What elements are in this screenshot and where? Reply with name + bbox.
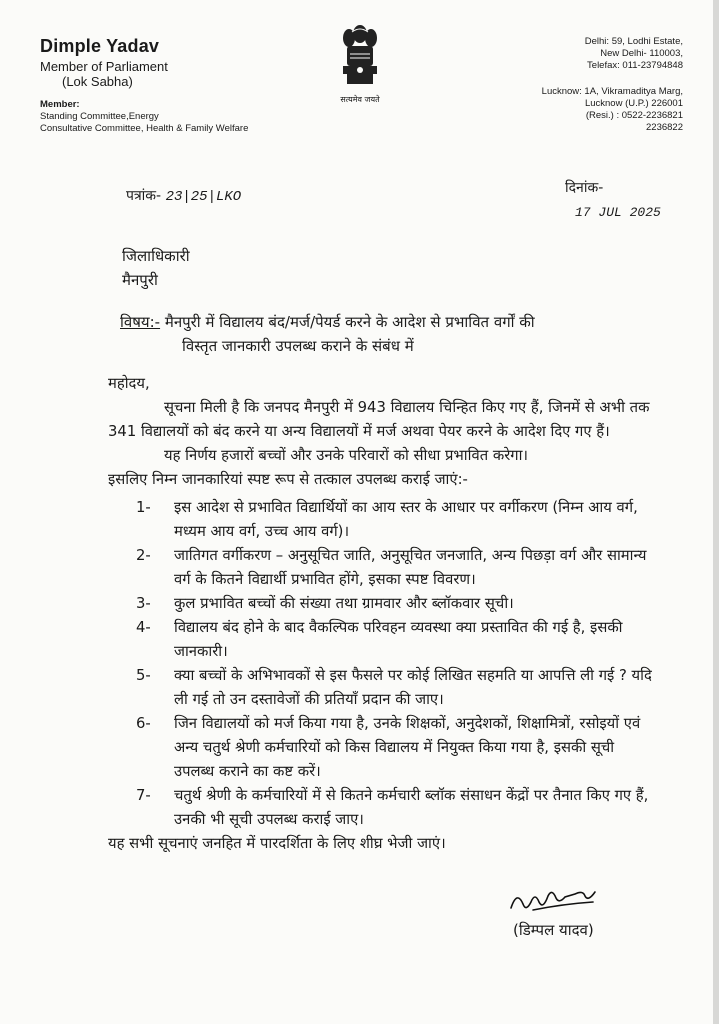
handwritten-signature — [507, 886, 627, 920]
mp-house: (Lok Sabha) — [62, 74, 133, 89]
delhi-address-1: Delhi: 59, Lodhi Estate, — [584, 36, 683, 47]
state-emblem — [328, 20, 392, 105]
list-item: 6- जिन विद्यालयों को मर्ज किया गया है, उनके शिक्षकों, अनुदेशकों, शिक्षामित्रों, रसोइयों एवं अन्य चतुर्थ श्रेणी कर्मचारियों को किस विद्यालय में नियुक्त किया गया है, इसकी सूची उपलब्ध कराने का कष्ट करें। — [136, 715, 641, 780]
reference-label: पत्रांक- — [126, 188, 162, 204]
subject-line-1: मैनपुरी में विद्यालय बंद/मर्ज/पेयर्ड करने के आदेश से प्रभावित वर्गों की — [164, 313, 535, 331]
committee-block — [40, 99, 248, 135]
page-edge — [713, 0, 719, 1024]
paragraph-3: इसलिए निम्न जानकारियां स्पष्ट रूप से तत्काल उपलब्ध कराई जाएं:- — [108, 471, 468, 488]
lucknow-phone-2: 2236822 — [646, 122, 683, 133]
list-item: 2- जातिगत वर्गीकरण – अनुसूचित जाति, अनुसूचित जनजाति, अन्य पिछड़ा वर्ग और सामान्य वर्ग के कितने विद्यार्थी प्रभावित होंगे, इसका स्पष्ट विवरण। — [136, 547, 647, 588]
paragraph-2: यह निर्णय हजारों बच्चों और उनके परिवारों को सीधा प्रभावित करेगा। — [164, 447, 529, 464]
subject-label: विषय:- — [120, 313, 161, 331]
closing-line: यह सभी सूचनाएं जनहित में पारदर्शिता के लिए शीघ्र भेजी जाएं। — [108, 835, 446, 852]
list-item: 5- क्या बच्चों के अभिभावकों से इस फैसले पर कोई लिखित सहमति या आपत्ति ली गई ? यदि ली गई तो उन दस्तावेजों की प्रतियाँ प्रदान की जाए। — [136, 667, 652, 708]
list-item: 4- विद्यालय बंद होने के बाद वैकल्पिक परिवहन व्यवस्था क्या प्रस्तावित की गई है, इसकी जानकारी। — [136, 619, 623, 660]
paragraph-1: सूचना मिली है कि जनपद मैनपुरी में 943 विद्यालय चिन्हित किए गए हैं, जिनमें से अभी तक 341 विद्यालयों को बंद करने या अन्य विद्यालयों में मर्ज अथवा पेयर करने के आदेश दिए गए हैं। — [108, 399, 650, 440]
committee-line-2: Consultative Committee, Health & Family Welfare — [40, 123, 249, 134]
reference-value: 23|25|LKO — [165, 189, 242, 205]
letterhead-addresses — [493, 36, 683, 134]
ashoka-emblem-icon — [338, 20, 382, 92]
lucknow-phone-1: (Resi.) : 0522-2236821 — [585, 110, 683, 121]
list-item: 7- चतुर्थ श्रेणी के कर्मचारियों में से कितने कर्मचारी ब्लॉक संसाधन केंद्रों पर तैनात किए गए हैं, उनकी भी सूची उपलब्ध कराई जाए। — [136, 787, 649, 828]
letterhead-left — [40, 36, 168, 89]
committee-line-1: Standing Committee,Energy — [40, 111, 159, 122]
letter-body — [108, 372, 654, 856]
reference-number — [126, 186, 241, 205]
date-label: दिनांक- — [565, 180, 604, 196]
recipient-district: मैनपुरी — [122, 271, 158, 289]
delhi-address-2: New Delhi- 110003, — [600, 48, 683, 59]
member-label: Member: — [40, 99, 80, 110]
signatory-name: (डिम्पल यादव) — [513, 921, 594, 939]
mp-role: Member of Parliament — [40, 59, 168, 74]
delhi-telefax: Telefax: 011-23794848 — [587, 60, 683, 71]
recipient-designation: जिलाधिकारी — [122, 247, 190, 265]
date-stamp: 17 JUL 2025 — [575, 205, 661, 220]
lucknow-address-1: Lucknow: 1A, Vikramaditya Marg, — [541, 86, 683, 97]
list-item: 3- कुल प्रभावित बच्चों की संख्या तथा ग्रामवार और ब्लॉकवार सूची। — [136, 595, 514, 612]
subject — [120, 310, 640, 358]
mp-name: Dimple Yadav — [40, 36, 160, 56]
subject-line-2: विस्तृत जानकारी उपलब्ध कराने के संबंध में — [182, 337, 414, 355]
salutation: महोदय, — [108, 375, 150, 392]
request-list — [108, 496, 654, 832]
lucknow-address-2: Lucknow (U.P.) 226001 — [584, 98, 683, 109]
list-item: 1- इस आदेश से प्रभावित विद्यार्थियों का आय स्तर के आधार पर वर्गीकरण (निम्न आय वर्ग, मध्यम आय वर्ग, उच्च आय वर्ग)। — [136, 499, 638, 540]
emblem-motto: सत्यमेव जयते — [340, 95, 380, 104]
